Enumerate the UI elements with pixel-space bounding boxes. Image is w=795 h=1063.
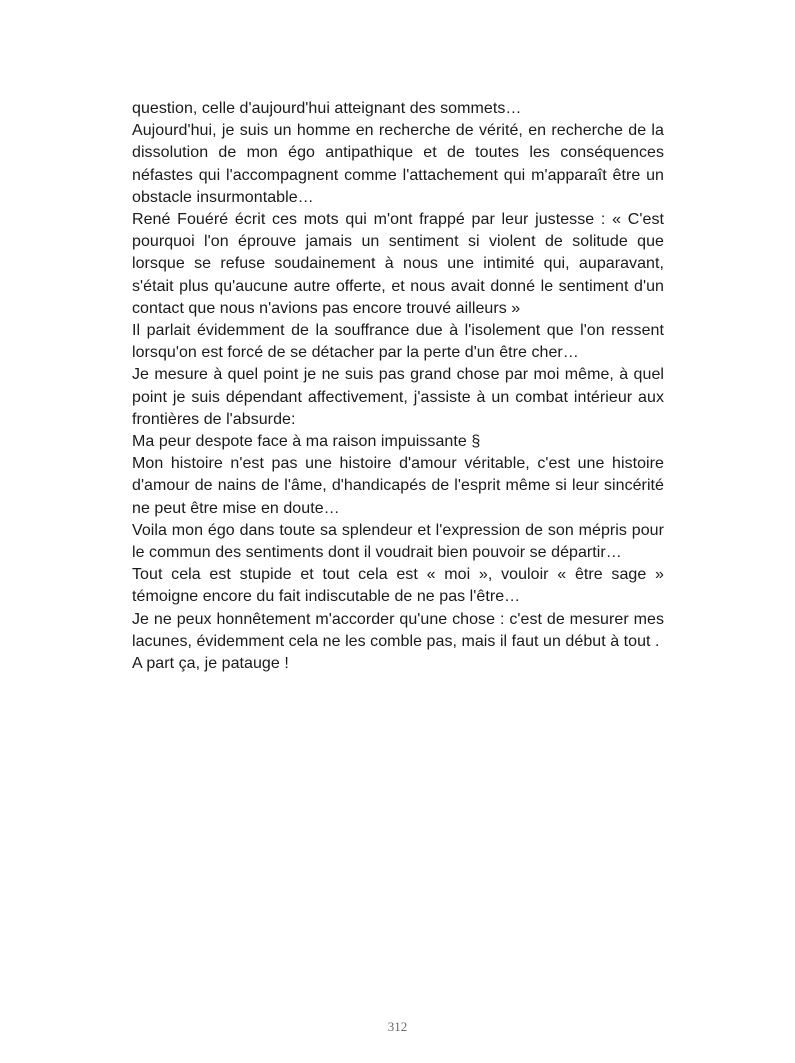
paragraph: Tout cela est stupide et tout cela est « moi », vouloir « être sage » témoigne encore du fait indiscutable de ne pas l'être… <box>132 566 664 606</box>
paragraph: question, celle d'aujourd'hui atteignant des sommets… <box>132 100 522 117</box>
paragraph: Il parlait évidemment de la souffrance due à l'isolement que l'on ressent lorsqu'on est forcé de se détacher par la perte d'un être cher… <box>132 322 664 362</box>
paragraph: Mon histoire n'est pas une histoire d'amour véritable, c'est une histoire d'amour de nains de l'âme, d'handicapés de l'esprit même si leur sincérité ne peut être mise en doute… <box>132 455 664 517</box>
paragraph: René Fouéré écrit ces mots qui m'ont frappé par leur justesse : « C'est pourquoi l'on éprouve jamais un sentiment si violent de solitude que lorsque se refuse soudainement à nous une intimité qui, auparavant, s'était plus qu'aucune autre offerte, et nous avait donné le sentiment d'un contact que nous n'avions pas encore trouvé ailleurs » <box>132 211 664 317</box>
paragraph: Voila mon égo dans toute sa splendeur et l'expression de son mépris pour le commun des sentiments dont il voudrait bien pouvoir se départir… <box>132 521 664 562</box>
body-text <box>132 98 664 675</box>
paragraph: Je ne peux honnêtement m'accorder qu'une chose : c'est de mesurer mes lacunes, évidemment cela ne les comble pas, mais il faut un début à tout . <box>132 610 664 650</box>
paragraph: Ma peur despote face à ma raison impuissante § <box>132 433 481 451</box>
paragraph: A part ça, je patauge ! <box>132 655 289 673</box>
paragraph: Aujourd'hui, je suis un homme en recherche de vérité, en recherche de la dissolution de mon égo antipathique et de toutes les conséquences néfastes qui l'accompagnent comme l'attachement qui m'apparaît être un obstacle insurmontable… <box>132 122 664 206</box>
page-number: 312 <box>387 1019 408 1034</box>
paragraph: Je mesure à quel point je ne suis pas grand chose par moi même, à quel point je suis dépendant affectivement, j'assiste à un combat intérieur aux frontières de l'absurde: <box>132 366 664 428</box>
